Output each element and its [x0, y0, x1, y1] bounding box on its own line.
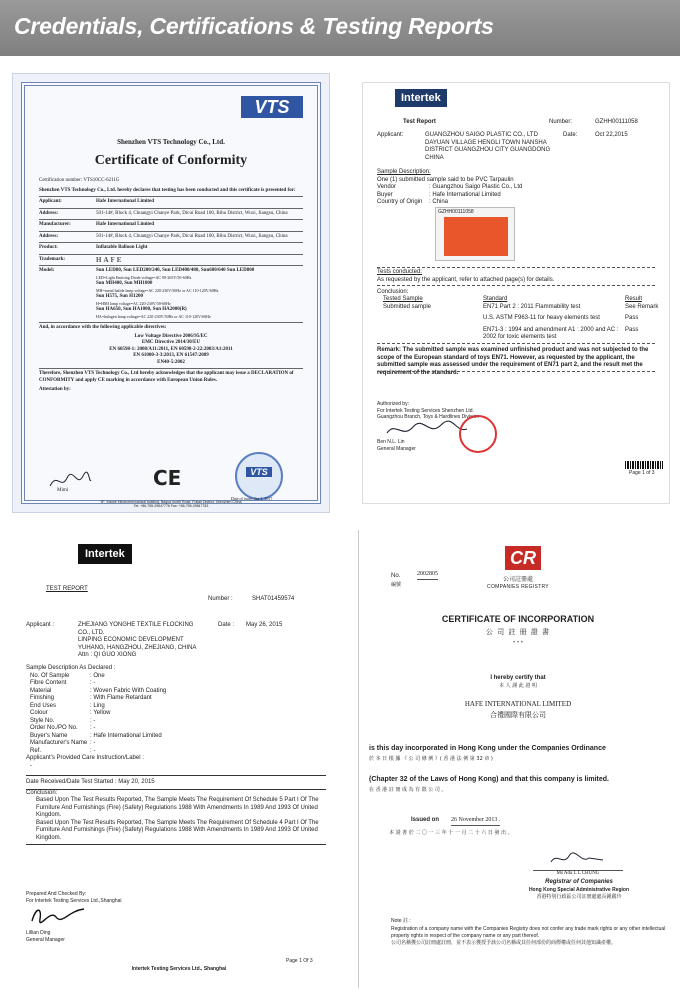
field-value: Ling: [93, 702, 105, 709]
vts-seal: [235, 452, 283, 500]
cell-sample: [383, 315, 483, 323]
model-line: Sun MH400, Sun MH1000: [96, 281, 153, 286]
field-value: -: [93, 747, 96, 754]
prepared-org: For Intertek Testing Services Ltd.,Shanghai: [26, 897, 122, 904]
report-date: Oct 22,2015: [595, 132, 628, 138]
report-label: Test Report: [403, 119, 436, 125]
field-row: End Uses : Ling: [26, 703, 326, 711]
number-label: Number:: [549, 119, 573, 125]
directive-line: EMC Directive 2014/30/EU: [141, 340, 201, 345]
cell-sample: Submitted sample: [383, 303, 432, 310]
field-row: Finishing : With Flame Retardant: [26, 695, 326, 703]
ornament: • • •: [513, 640, 523, 646]
directive-line: EN40-5:2002: [157, 359, 185, 365]
remark-text: Remark: The submitted sample was examined unfinished product and was not subjected to the scope of the European standard of toys EN71. However, as requested by the applicant, the submitted sample was assessed under the requirement of EN71 part 2, and the result met the requirement of the standard.: [377, 347, 649, 376]
cell-result: See Remark: [625, 303, 659, 310]
field-value: Woven Fabric With Coating: [93, 687, 167, 694]
tests-section: [377, 269, 554, 284]
note-label: Note 註 :: [391, 918, 411, 924]
vts-certificate: [12, 73, 330, 513]
field-value: -: [93, 740, 96, 746]
model-line: LED=Light Emitting Diode voltage=AC 90-265V/50-60Hz: [96, 274, 192, 280]
address-value: 501-14#, Block 4, Chuangyi Chanye Park, Dicui Road 100, Bihu District, Wuxi, Jiangsu, China: [96, 210, 288, 216]
cr-logo: CR: [505, 546, 541, 570]
sample-photo: [435, 207, 515, 261]
page-number: Page 1 Of 3: [286, 958, 313, 964]
intertek-pvc-report: [362, 82, 670, 504]
signer-block: [26, 930, 65, 943]
authorized-org: For Intertek Testing Services Shenzhen Ltd.: [377, 407, 474, 414]
cell-standard: U.S. ASTM F963-11 for heavy elements test: [483, 315, 600, 321]
address-row: [39, 211, 303, 218]
tests-label: Tests conducted:: [377, 269, 423, 275]
cell-result: Pass: [625, 315, 639, 321]
applicant-line: Attn : QI GUO XIONG: [78, 652, 137, 658]
date-label: Date:: [563, 132, 578, 138]
field-row: No. Of Sample : One: [26, 673, 326, 681]
region-text: Hong Kong Special Administrative Region: [528, 887, 630, 893]
issue-date: Date of issue: Jan 1, 2017: [231, 496, 273, 501]
field-key: Buyer's Name: [30, 732, 68, 739]
vendor-value: : Guangzhou Saigo Plastic Co., Ltd: [429, 184, 523, 190]
attestation-label: Attestation by:: [39, 387, 71, 392]
model-line: H=HMI lamp voltage=AC 220-230V/50-60Hz: [96, 300, 171, 306]
prepared-label: Prepared And Checked By:: [26, 891, 87, 897]
directive-line: EN 61000-3-3:2013, EN 61547:2009: [133, 353, 209, 358]
divider: [377, 371, 655, 372]
issued-date-cn: 本 證 書 於 二 〇 一 三 年 十 一 月 二 十 六 日 發 出 。: [389, 830, 513, 836]
intertek-signature: [385, 419, 469, 441]
authorized-branch: Guangzhou Branch, Toys & Hardlines Division: [377, 414, 480, 420]
applicant-line: YUHANG, HANGZHOU, ZHEJIANG, CHINA: [78, 644, 197, 651]
cell-result: Pass: [625, 326, 639, 333]
cert-number: Certification number: VTS10CC-6211G: [39, 178, 120, 183]
applicant-line: CHINA: [425, 154, 444, 161]
product-label: Product:: [39, 245, 58, 250]
signer-title: General Manager: [26, 936, 65, 943]
cert-no-cn: 編號: [391, 582, 402, 588]
conclusion-label: Conclusion:: [26, 789, 58, 796]
cert-title: CERTIFICATE OF INCORPORATION: [441, 614, 595, 624]
vendor-label: Vendor: [377, 184, 397, 190]
registrar-name: Ms Ada L L CHUNG: [533, 870, 623, 878]
care-value: -: [30, 762, 32, 769]
manufacturer-row: [39, 222, 303, 229]
certificate-title: Certificate of Conformity: [94, 153, 248, 168]
cert-intro: Shenzhen VTS Technology Co., Ltd. hereby declares that testing has been conducted and this certificate is presented for:: [39, 187, 296, 193]
applicant-label: Applicant:: [39, 199, 62, 204]
field-key: Finishing: [30, 695, 55, 701]
page-banner: [0, 0, 680, 56]
sample-description: [377, 169, 522, 207]
model-line: Sun LED80, Sun LED200/240, Sun LED400/480, Sun600/640 Sun LED800: [96, 268, 255, 273]
vts-company-name: Shenzhen VTS Technology Co., Ltd.: [117, 138, 225, 146]
model-line: MH=metal halide lamp voltage=AC 220-230V/50Hz or AC 110-120V/60Hz: [96, 287, 219, 293]
buyer-label: Buyer: [377, 191, 393, 198]
col-standard: Standard: [483, 296, 508, 302]
therefore-text: Therefore, Shenzhen VTS Technology Co., Ltd hereby acknowledges that the applicant may issue a DECLARATION of CONFORMITY and apply CE marking in accordance with European Union Rules.: [39, 371, 294, 383]
applicant-line: LINPING ECONOMIC DEVELOPMENT: [78, 637, 184, 643]
field-row: Order No./PO No. : -: [26, 725, 326, 733]
divider: [26, 775, 326, 776]
region-text-cn: 香港特別行政區公司註冊處處長鍾麗玲: [536, 894, 622, 900]
company-name-cn: 合禮國際有限公司: [490, 711, 546, 719]
signer-block: [377, 439, 416, 452]
model-line: Sun HA650, Sun HA1000, Sun HA2000(R): [96, 307, 187, 312]
applicant-line: DAYUAN VILLAGE HENGLI TOWN NANSHA: [425, 139, 547, 146]
date-label: Date :: [218, 622, 235, 628]
col-sample: Tested Sample: [383, 296, 423, 302]
report-date: May 26, 2015: [246, 622, 283, 628]
signer-title: General Manager: [377, 445, 416, 452]
conclusion-table: [383, 296, 665, 342]
intertek-textile-report: [22, 538, 336, 986]
seal-text: VTS: [246, 467, 272, 477]
vts-footer-contact: Tel: +86-755-29847776 Fax: +86-755-29847783: [133, 504, 209, 508]
vts-logo: VTS: [241, 96, 303, 118]
model-line: HA=halogen lamp voltage=AC 220-230V/50Hz or AC 110-120V/60Hz: [96, 313, 211, 319]
field-value: Hafe International Limited: [93, 732, 162, 739]
field-row: Ref. : -: [26, 748, 326, 756]
field-key: End Uses: [30, 702, 57, 709]
directives-intro: And, in accordance with the following applicable directives:: [39, 325, 167, 330]
certificate-body: [39, 178, 303, 394]
authorized-block: [377, 401, 479, 421]
cell-sample: [383, 327, 483, 342]
field-key: Manufacturer's Name: [30, 740, 88, 746]
trademark-label: Trademark:: [39, 256, 66, 262]
table-row: [383, 315, 665, 323]
registrar-title: Registrar of Companies: [545, 879, 613, 885]
origin-label: Country of Origin: [377, 199, 423, 205]
col-result: Result: [625, 296, 643, 302]
divider: [377, 343, 655, 344]
certify-text: I hereby certify that: [490, 675, 546, 681]
cell-standard: EN71 Part 2 : 2011 Flammability test: [483, 303, 581, 310]
applicant-line: GUANGZHOU SAIGO PLASTIC CO., LTD: [425, 132, 538, 138]
chapter-text-cn: 在 香 港 註 冊 成 為 有 限 公 司 。: [369, 787, 447, 793]
field-value: One: [93, 672, 105, 679]
number-label: Number :: [208, 596, 233, 602]
cert-title-cn: 公 司 註 冊 證 書: [485, 628, 551, 636]
chapter-text: (Chapter 32 of the Laws of Hong Kong) and that this company is limited.: [369, 776, 609, 783]
field-value: -: [93, 717, 96, 724]
cert-no-label: No.: [391, 573, 401, 579]
incorporated-text: is this day incorporated in Hong Kong under the Companies Ordinance: [369, 745, 606, 752]
sample-description: [26, 665, 326, 845]
address-label: Address:: [39, 210, 59, 216]
company-name: HAFE INTERNATIONAL LIMITED: [464, 700, 572, 708]
registrar-signature: [549, 850, 605, 868]
field-key: Material: [30, 687, 52, 694]
red-stamp: [459, 415, 497, 453]
care-label: Applicant's Provided Care Instruction/Label :: [26, 755, 144, 761]
field-row: Manufacturer's Name : -: [26, 740, 326, 748]
date-received: Date Received/Date Test Started : May 20, 2015: [26, 779, 155, 785]
field-row: Fibre Content : -: [26, 680, 326, 688]
intertek-logo: Intertek: [78, 544, 132, 564]
field-key: Fibre Content: [30, 680, 67, 686]
divider: [377, 285, 655, 286]
orange-swatch: [444, 217, 508, 256]
field-value: Yellow: [93, 710, 111, 716]
field-key: Order No./PO No.: [30, 725, 78, 731]
sample-desc-label: Sample Description:: [377, 169, 431, 175]
textile-signature: [28, 903, 88, 927]
field-value: With Flame Retardant: [93, 695, 152, 701]
cert-no: 2002805: [417, 571, 438, 580]
applicant-label: Applicant :: [26, 622, 55, 628]
sample-label: Sample Description As Declared :: [26, 665, 116, 671]
certify-text-cn: 本 人 謹 此 證 明: [499, 683, 537, 689]
field-value: -: [93, 725, 96, 731]
product-row: [39, 245, 303, 252]
field-row: Buyer's Name : Hafe International Limited: [26, 733, 326, 741]
applicant-block: [425, 132, 550, 162]
tests-note: As requested by the applicant, refer to attached page(s) for details.: [377, 276, 555, 283]
model-label: Model:: [39, 268, 55, 273]
field-key: No. Of Sample: [30, 672, 70, 679]
field-row: Colour : Yellow: [26, 710, 326, 718]
certificate-of-incorporation: [358, 530, 677, 988]
authorized-label: Authorized by:: [377, 401, 409, 407]
field-key: Ref.: [30, 747, 42, 754]
field-value: -: [93, 680, 96, 686]
report-number: GZHH00111058: [595, 119, 638, 125]
address2-label: Address:: [39, 233, 59, 239]
manufacturer-label: Manufacturer:: [39, 222, 71, 227]
report-label: TEST REPORT: [46, 586, 88, 592]
divider: [377, 267, 655, 268]
model-line: Sun H575, Sun H1200: [96, 294, 143, 299]
applicant-line: DISTRICT GUANGZHOU CITY GUANGDONG: [425, 147, 551, 153]
address2-value: 501-14#, Block 4, Chuangyi Chanye Park, Dicui Road 100, Bihu District, Wuxi, Jiangsu, China: [96, 233, 288, 239]
signer-name: Lillian Ding: [26, 930, 51, 936]
applicant-line: CO., LTD.: [78, 629, 105, 636]
manufacturer-value: Hafe International Limited: [96, 222, 155, 227]
applicant-value: Hafe International Limited: [96, 199, 155, 204]
conclusion-line: Based Upon The Test Results Reported, The Sample Meets The Requirement Of Schedule 4 Part I Of The Furniture And Furnishings (Fire) (Safety) Regulations 1988 With Amendments In 1989 And 1993 Of United Kingdom.: [36, 819, 319, 841]
barcode: [625, 461, 663, 469]
trademark-value: HAFE: [96, 255, 124, 264]
sample-photo-label: GZHH00111058: [438, 209, 474, 215]
model-row: [39, 268, 303, 320]
vts-footer-address: 3F, Xiaoke electromechanical building, Bagua fourth Road, Futian District, Shenzhen China: [100, 500, 242, 504]
buyer-value: : Hafe International Limited: [429, 191, 501, 198]
report-number: SHAT01459574: [252, 596, 295, 602]
directive-line: EN 60598-1: 2008/A11:2011, EN 60598-2-22:2003/A1:2011: [109, 346, 233, 352]
banner-title: Credentials, Certifications & Testing Reports: [14, 13, 494, 39]
signer-name: Ben N.L. Lin: [377, 439, 405, 445]
incorporated-text-cn: 於 本 日 根 據 《 公 司 條 例 》( 香 港 法 例 第 32 章 ): [369, 756, 493, 762]
footer-org: Intertek Testing Services Ltd., Shanghai: [131, 966, 227, 972]
product-value: Inflatable Balloon Light: [96, 245, 148, 250]
cr-logo-cn: 公司註冊處: [502, 576, 533, 583]
issued-date: 26 November 2013 .: [451, 817, 500, 826]
trademark-row: [39, 257, 303, 264]
divider: [26, 844, 326, 845]
address2-row: [39, 234, 303, 241]
applicant-label: Applicant:: [377, 132, 404, 138]
cr-logo-en: COMPANIES REGISTRY: [487, 584, 549, 590]
vts-signature: [47, 470, 93, 492]
table-row: [383, 304, 665, 312]
cell-standard: EN71-3 : 1994 and amendment A1 : 2000 and AC : 2002 for toxic elements test: [483, 326, 619, 340]
applicant-block: [78, 622, 196, 660]
page-number: Page 1 of 3: [629, 470, 655, 476]
origin-value: : China: [429, 199, 449, 205]
sample-desc: One (1) submitted sample said to be PVC Tarpaulin: [377, 176, 514, 183]
conclusion-line: Based Upon The Test Results Reported, The Sample Meets The Requirement Of Schedule 5 Part I Of The Furniture And Furnishings (Fire) (Safety) Regulations 1988 With Amendments In 1989 And 1993 Of United Kingdom.: [36, 797, 319, 818]
table-row: [383, 327, 665, 342]
field-key: Colour: [30, 710, 48, 716]
directive-line: Low Voltage Directive 2006/95/EC: [134, 333, 208, 339]
note-text: Registration of a company name with the Companies Registry does not confer any trade mark rights or any other intellectual property rights in respect of the company name or any part thereof.: [391, 926, 666, 939]
intertek-logo: Intertek: [395, 89, 447, 107]
applicant-line: ZHEJIANG YONGHE TEXTILE FLOCKING: [78, 622, 194, 628]
ce-mark: CE: [153, 466, 182, 490]
vts-footer: [43, 500, 299, 508]
field-key: Style No.: [30, 717, 55, 724]
note-text-cn: 公司名稱獲公司註冊處註冊，並不表示獲授予該公司名稱或其任何部份的商標權或任何其他知識產權。: [391, 940, 617, 946]
signer-name: Mimi: [57, 488, 69, 493]
issued-label: Issued on: [411, 817, 440, 823]
conclusion-label: Conclusion:: [377, 289, 409, 295]
applicant-row: [39, 199, 303, 206]
field-row: Material : Woven Fabric With Coating: [26, 688, 326, 696]
field-row: Style No. : -: [26, 718, 326, 726]
